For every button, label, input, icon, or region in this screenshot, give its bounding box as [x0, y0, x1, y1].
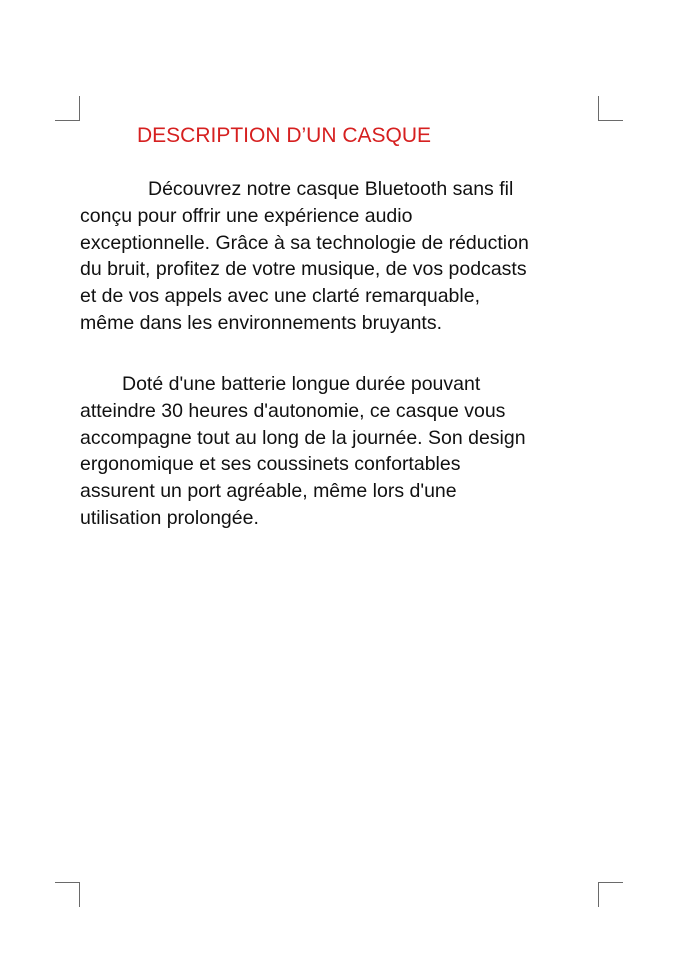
paragraph-line: et de vos appels avec une clarté remarquable, — [80, 285, 480, 308]
paragraph-line: exceptionnelle. Grâce à sa technologie de réduction — [80, 231, 529, 254]
paragraph-2 — [80, 371, 600, 532]
paragraph-line: Découvrez notre casque Bluetooth sans fil — [148, 178, 514, 200]
margin-mark-bottom-left — [55, 882, 80, 907]
paragraph-line: accompagne tout au long de la journée. Son design — [80, 426, 526, 449]
paragraph-line: atteindre 30 heures d'autonomie, ce casque vous — [80, 399, 506, 422]
margin-mark-bottom-right — [598, 882, 623, 907]
document-title: DESCRIPTION D’UN CASQUE — [137, 124, 432, 147]
margin-mark-top-left — [55, 96, 80, 121]
paragraph-line: ergonomique et ses coussinets confortables — [80, 453, 461, 476]
paragraph-line: Doté d'une batterie longue durée pouvant — [122, 373, 481, 395]
margin-mark-top-right — [598, 96, 623, 121]
paragraph-line: même dans les environnements bruyants. — [80, 311, 443, 334]
paragraph-line: utilisation prolongée. — [80, 506, 259, 529]
paragraph-line: assurent un port agréable, même lors d'une — [80, 480, 457, 503]
paragraph-line: du bruit, profitez de votre musique, de vos podcasts — [80, 258, 527, 281]
paragraph-1 — [80, 176, 600, 337]
paragraph-line: conçu pour offrir une expérience audio — [80, 204, 413, 227]
